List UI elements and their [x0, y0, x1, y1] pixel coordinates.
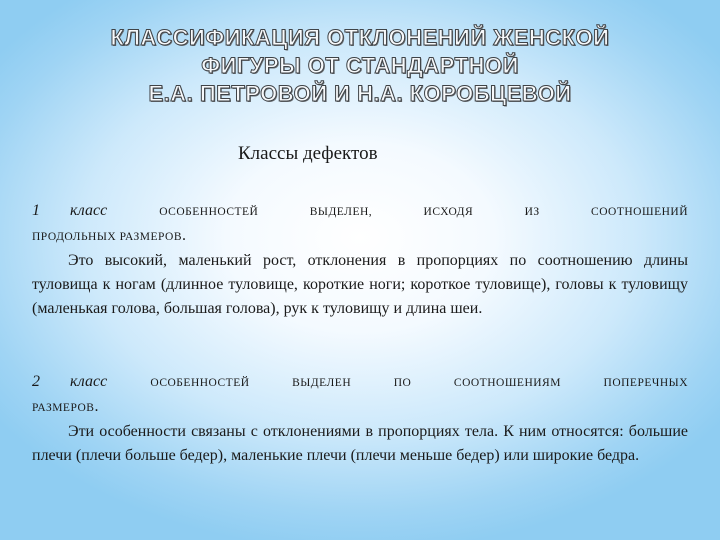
class-2-description: Эти особенности связаны с отклонениями в пропорциях тела. К ним относятся: большие плечи (плечи больше бедер), маленькие плечи (плечи меньше бедер) или широкие бедра.	[32, 423, 688, 464]
class-1-section	[32, 199, 688, 321]
class-1-heading-text: ОСОБЕННОСТЕЙ ВЫДЕЛЕН, ИСХОДЯ ИЗ СООТНОШЕНИЙ	[159, 206, 688, 218]
class-2-heading	[32, 370, 688, 395]
class-1-number: 1	[32, 202, 40, 219]
class-1-description: Это высокий, маленький рост, отклонения в пропорциях по соотношению длины туловища к ногам (длинное туловище, короткие ноги; короткое туловище), головы к туловищу (маленькая голова, большая голова), рук к туловищу и длина шеи.	[32, 252, 688, 317]
class-2-heading-text-end: РАЗМЕРОВ	[32, 402, 95, 414]
class-1-heading	[32, 199, 688, 224]
class-1-heading-period: .	[182, 227, 187, 244]
title-line-3: Е.А. ПЕТРОВОЙ И Н.А. КОРОБЦЕВОЙ	[148, 81, 572, 106]
title-line-1: КЛАССИФИКАЦИЯ ОТКЛОНЕНИЙ ЖЕНСКОЙ	[110, 25, 610, 50]
class-2-number: 2	[32, 373, 40, 390]
class-2-heading-continuation	[32, 395, 688, 420]
slide-title	[40, 24, 680, 108]
class-1-heading-text-end: ПРОДОЛЬНЫХ РАЗМЕРОВ	[32, 231, 183, 243]
class-1-label: класс	[70, 202, 108, 219]
class-2-label: класс	[70, 373, 108, 390]
section-subtitle: Классы дефектов	[238, 143, 378, 164]
class-2-heading-period: .	[94, 398, 99, 415]
class-2-heading-text: ОСОБЕННОСТЕЙ ВЫДЕЛЕН ПО СООТНОШЕНИЯМ ПОПЕРЕЧНЫХ	[150, 377, 688, 389]
class-2-section	[32, 370, 688, 468]
title-line-2: ФИГУРЫ ОТ СТАНДАРТНОЙ	[201, 53, 519, 78]
class-1-heading-continuation	[32, 224, 688, 249]
